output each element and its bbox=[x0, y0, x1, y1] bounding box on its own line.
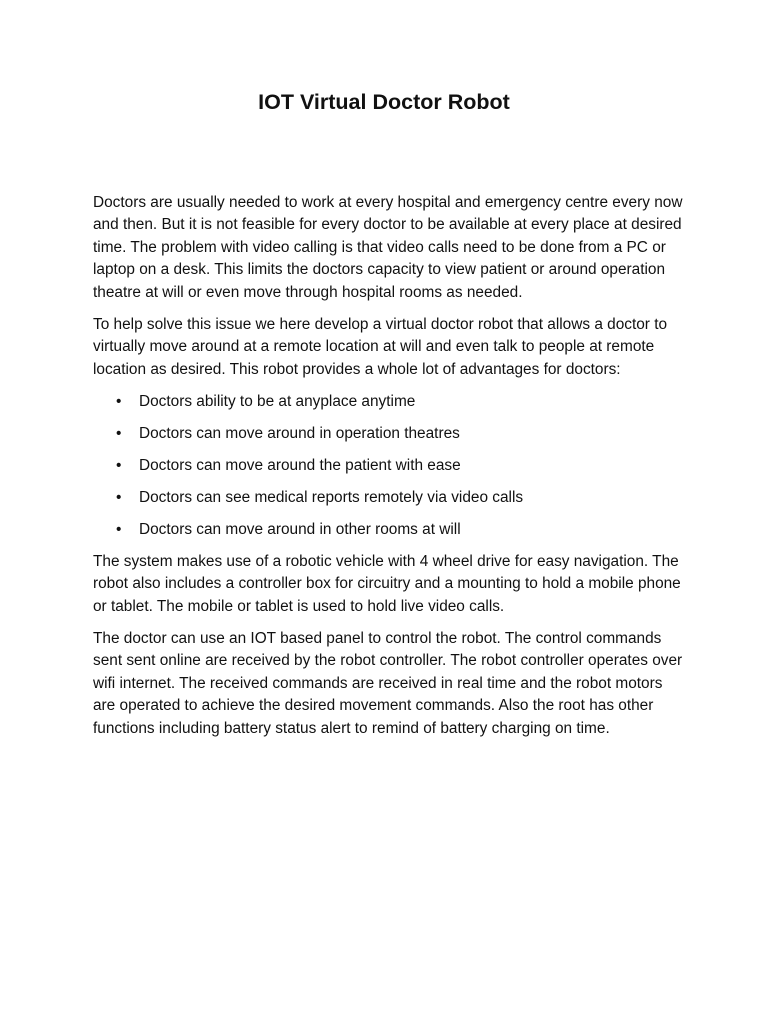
control-paragraph: The doctor can use an IOT based panel to control the robot. The control commands sent sent online are received by the robot controller. The robot controller operates over wifi internet. The received commands are received in real time and the robot motors are operated to achieve the desired movement commands. Also the root has other functions including battery status alert to remind of battery charging on time. bbox=[93, 630, 683, 737]
list-item bbox=[93, 487, 683, 509]
list-item-text: Doctors can move around the patient with ease bbox=[139, 457, 461, 475]
list-item-text: Doctors can see medical reports remotely via video calls bbox=[139, 488, 524, 506]
list-item-text: Doctors can move around in operation theatres bbox=[139, 425, 460, 443]
list-item bbox=[93, 519, 683, 541]
list-item bbox=[93, 455, 683, 477]
system-paragraph: The system makes use of a robotic vehicle with 4 wheel drive for easy navigation. The robot also includes a controller box for circuitry and a mounting to hold a mobile phone or tablet. The mobile or tablet is used to hold live video calls. bbox=[93, 552, 681, 615]
list-item-text: Doctors ability to be at anyplace anytime bbox=[139, 393, 416, 411]
list-item bbox=[93, 391, 683, 413]
list-item-text: Doctors can move around in other rooms at will bbox=[139, 520, 461, 538]
bullet-icon: • bbox=[116, 520, 122, 538]
bullet-icon: • bbox=[116, 457, 122, 475]
list-item bbox=[93, 423, 683, 445]
bullet-icon: • bbox=[116, 425, 122, 443]
advantages-list bbox=[93, 391, 683, 541]
document-body bbox=[93, 192, 683, 750]
intro-paragraph-1: Doctors are usually needed to work at every hospital and emergency centre every now and then. But it is not feasible for every doctor to be available at every place at desired time. The problem with video calling is that video calls need to be done from a PC or laptop on a desk. This limits the doctors capacity to view patient or around operation theatre at will or even move through hospital rooms as needed. bbox=[93, 194, 683, 301]
bullet-icon: • bbox=[116, 393, 122, 411]
document-title: IOT Virtual Doctor Robot bbox=[258, 90, 510, 114]
bullet-icon: • bbox=[116, 488, 122, 506]
intro-paragraph-2: To help solve this issue we here develop a virtual doctor robot that allows a doctor to virtually move around at a remote location at will and even talk to people at remote location as desired. This robot provides a whole lot of advantages for doctors: bbox=[93, 316, 668, 378]
